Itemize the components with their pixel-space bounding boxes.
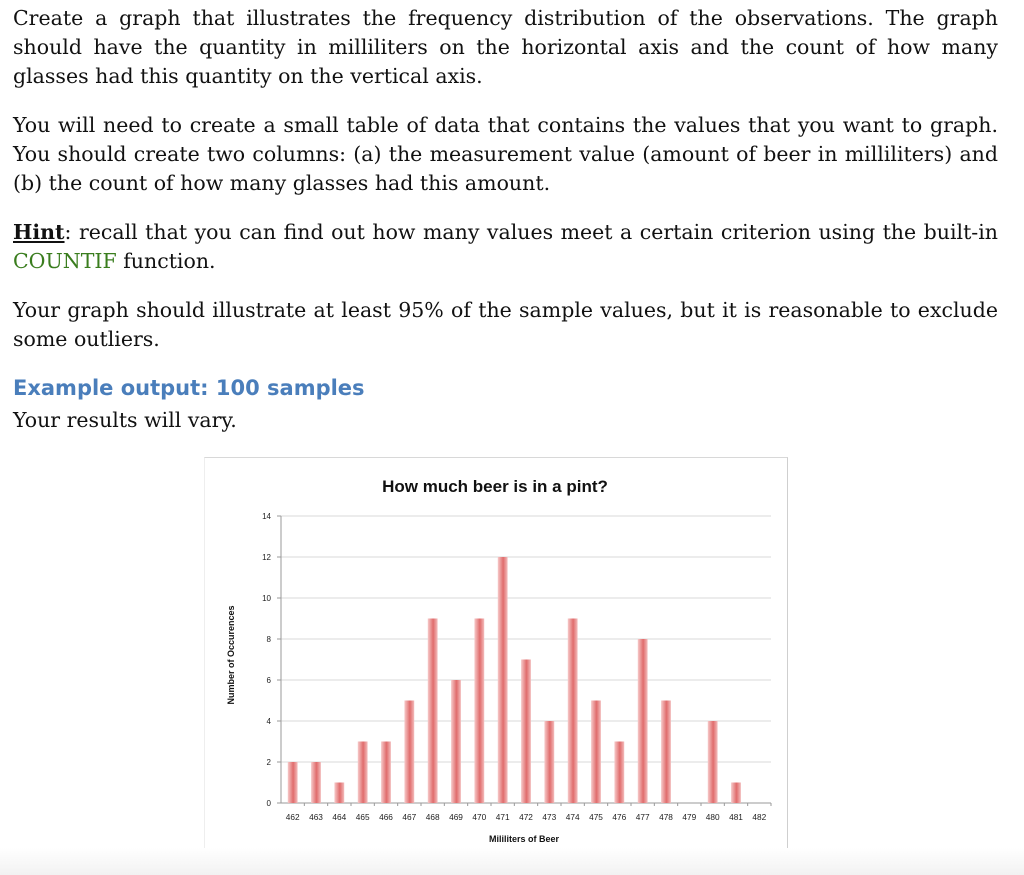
page-bottom-edge xyxy=(0,848,1024,875)
x-tick-label: 465 xyxy=(355,812,370,822)
x-tick-label: 472 xyxy=(519,812,533,822)
x-tick-label: 475 xyxy=(589,812,603,822)
bar-477 xyxy=(638,639,648,803)
bar-470 xyxy=(474,619,484,804)
frequency-chart xyxy=(205,458,787,858)
bar-473 xyxy=(544,721,554,803)
bar-463 xyxy=(311,762,321,803)
x-tick-label: 476 xyxy=(612,812,627,822)
y-tick-label: 6 xyxy=(266,676,271,685)
y-tick-label: 12 xyxy=(262,553,271,562)
bar-466 xyxy=(381,742,391,804)
y-tick-label: 14 xyxy=(262,512,271,521)
bar-475 xyxy=(591,701,601,804)
y-tick-label: 8 xyxy=(266,635,271,644)
x-tick-label: 467 xyxy=(402,812,417,822)
hint-colon: : xyxy=(64,220,72,244)
chart-container xyxy=(204,457,788,858)
example-subtitle: Your results will vary. xyxy=(13,408,237,432)
example-title: Example output: 100 samples xyxy=(13,376,365,400)
countif-function: COUNTIF xyxy=(13,249,117,273)
hint-paragraph xyxy=(13,218,998,276)
bar-472 xyxy=(521,660,531,804)
x-tick-label: 481 xyxy=(729,812,743,822)
x-tick-label: 463 xyxy=(309,812,323,822)
hint-text-before: recall that you can find out how many values meet a certain criterion using the built-in xyxy=(71,220,998,244)
bar-476 xyxy=(614,742,624,804)
y-tick-label: 2 xyxy=(266,758,271,767)
instruction-paragraph-4: Your graph should illustrate at least 95% of the sample values, but it is reasonable to exclude some outliers. xyxy=(13,298,998,351)
bar-469 xyxy=(451,680,461,803)
x-tick-label: 474 xyxy=(565,812,580,822)
bar-467 xyxy=(404,701,414,804)
instruction-paragraph-2: You will need to create a small table of data that contains the values that you want to graph. You should create two columns: (a) the measurement value (amount of beer in milliliters) and (b) the count of how many glasses had this amount. xyxy=(13,113,998,195)
bar-462 xyxy=(288,762,298,803)
bar-464 xyxy=(334,783,344,804)
x-tick-label: 473 xyxy=(542,812,557,822)
bar-480 xyxy=(708,721,718,803)
bar-468 xyxy=(428,619,438,804)
x-tick-label: 464 xyxy=(332,812,347,822)
bar-471 xyxy=(498,557,508,803)
x-tick-label: 480 xyxy=(705,812,720,822)
x-tick-label: 462 xyxy=(285,812,300,822)
hint-label: Hint xyxy=(13,220,65,244)
x-tick-label: 466 xyxy=(379,812,393,822)
x-tick-label: 477 xyxy=(635,812,650,822)
y-axis-label: Number of Occurences xyxy=(226,605,236,705)
bar-478 xyxy=(661,701,671,804)
x-tick-label: 468 xyxy=(425,812,440,822)
bar-474 xyxy=(568,619,578,804)
instruction-paragraph-1: Create a graph that illustrates the frequency distribution of the observations. The graph should have the quantity in milliliters on the horizontal axis and the count of how many glasses had this quantity on the vertical axis. xyxy=(13,6,998,88)
x-tick-label: 469 xyxy=(449,812,463,822)
bar-465 xyxy=(358,742,368,804)
x-tick-label: 478 xyxy=(659,812,673,822)
hint-text-after: function. xyxy=(116,249,216,273)
x-axis-label: Mililiters of Beer xyxy=(488,834,560,844)
y-tick-label: 0 xyxy=(266,799,271,808)
x-tick-label: 471 xyxy=(495,812,510,822)
y-tick-label: 10 xyxy=(262,594,271,603)
x-tick-label: 479 xyxy=(682,812,697,822)
y-tick-label: 4 xyxy=(266,717,271,726)
x-tick-label: 482 xyxy=(752,812,767,822)
chart-title: How much beer is in a pint? xyxy=(382,477,608,496)
bar-481 xyxy=(731,783,741,804)
x-tick-label: 470 xyxy=(472,812,487,822)
